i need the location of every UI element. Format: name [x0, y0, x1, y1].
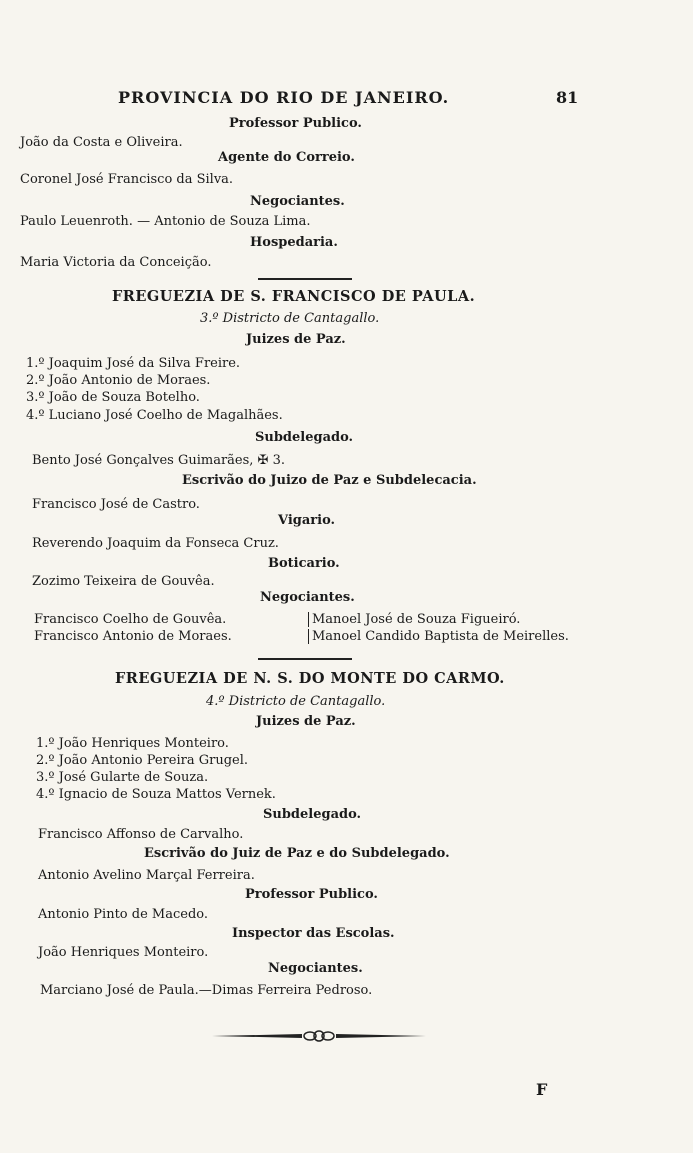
vigario-name: Reverendo Joaquim da Fonseca Cruz. [32, 536, 279, 551]
hospedaria-heading: Hospedaria. [250, 235, 338, 250]
inspector-name: João Henriques Monteiro. [38, 945, 209, 960]
juiz-item: 4.º Luciano José Coelho de Magalhães. [26, 408, 283, 423]
juiz-item: 3.º João de Souza Botelho. [26, 390, 200, 405]
running-head: PROVINCIA DO RIO DE JANEIRO. [118, 88, 450, 107]
subdelegado-name: Bento José Gonçalves Guimarães, ✠ 3. [32, 453, 285, 468]
negociante-left: Francisco Antonio de Moraes. [34, 629, 232, 644]
juiz-item: 1.º Joaquim José da Silva Freire. [26, 356, 241, 371]
section-divider [258, 658, 352, 660]
juiz-item: 4.º Ignacio de Souza Mattos Vernek. [36, 787, 276, 802]
professor-name: João da Costa e Oliveira. [20, 135, 183, 150]
escrivao-name: Francisco José de Castro. [32, 497, 200, 512]
negociantes-heading: Negociantes. [260, 590, 355, 605]
escrivao-name: Antonio Avelino Marçal Ferreira. [38, 868, 255, 883]
juiz-item: 2.º João Antonio Pereira Grugel. [36, 753, 248, 768]
professor-heading: Professor Publico. [245, 887, 378, 902]
section-title: FREGUEZIA DE N. S. DO MONTE DO CARMO. [115, 670, 505, 687]
subdelegado-heading: Subdelegado. [255, 430, 354, 445]
escrivao-heading: Escrivão do Juiz de Paz e do Subdelegado. [144, 846, 450, 861]
district-line: 4.º Districto de Cantagallo. [206, 694, 386, 709]
negociantes-names: Marciano José de Paula.—Dimas Ferreira Pedroso. [40, 983, 373, 998]
inspector-heading: Inspector das Escolas. [232, 926, 395, 941]
juiz-item: 1.º João Henriques Monteiro. [36, 736, 229, 751]
negociante-right: Manoel José de Souza Figueiró. [308, 612, 520, 627]
correio-heading: Agente do Correio. [218, 150, 355, 165]
negociantes-heading: Negociantes. [268, 961, 363, 976]
signature-mark: F [536, 1080, 548, 1099]
vigario-heading: Vigario. [278, 513, 336, 528]
subdelegado-name: Francisco Affonso de Carvalho. [38, 827, 244, 842]
correio-name: Coronel José Francisco da Silva. [20, 172, 234, 187]
negociante-left: Francisco Coelho de Gouvêa. [34, 612, 227, 627]
negociantes-names: Paulo Leuenroth. — Antonio de Souza Lima. [20, 214, 311, 229]
escrivao-heading: Escrivão do Juizo de Paz e Subdelecacia. [182, 473, 477, 488]
subdelegado-heading: Subdelegado. [263, 807, 362, 822]
professor-heading: Professor Publico. [229, 116, 362, 131]
page-number: 81 [556, 88, 579, 107]
section-divider [258, 278, 352, 280]
negociantes-heading: Negociantes. [250, 194, 345, 209]
negociante-right: Manoel Candido Baptista de Meirelles. [308, 629, 569, 644]
boticario-heading: Boticario. [268, 556, 340, 571]
boticario-name: Zozimo Teixeira de Gouvêa. [32, 574, 215, 589]
juiz-item: 2.º João Antonio de Moraes. [26, 373, 211, 388]
district-line: 3.º Districto de Cantagallo. [200, 311, 380, 326]
ornament-divider [212, 1028, 426, 1044]
juizes-heading: Juizes de Paz. [256, 714, 356, 729]
section-title: FREGUEZIA DE S. FRANCISCO DE PAULA. [112, 288, 476, 305]
juizes-heading: Juizes de Paz. [246, 332, 346, 347]
hospedaria-name: Maria Victoria da Conceição. [20, 255, 212, 270]
juiz-item: 3.º José Gularte de Souza. [36, 770, 209, 785]
professor-name: Antonio Pinto de Macedo. [38, 907, 208, 922]
